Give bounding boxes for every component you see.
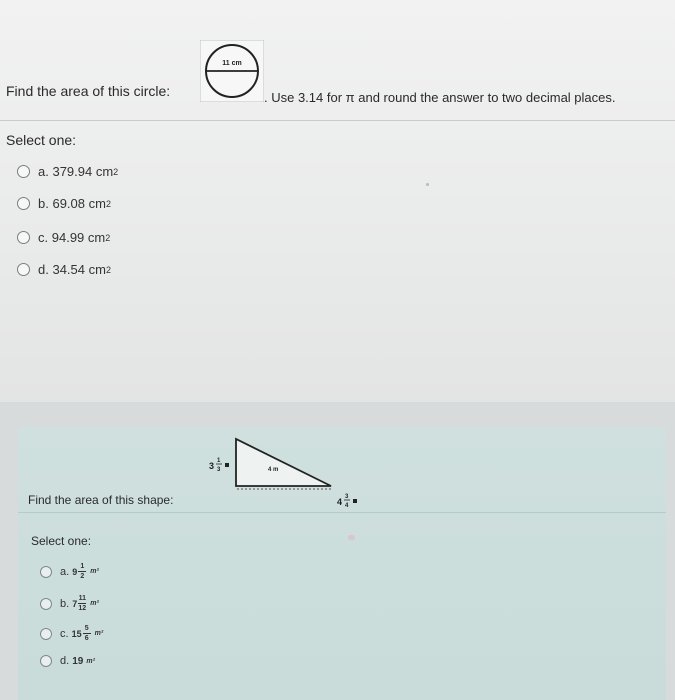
q1-option-d[interactable] [17, 262, 111, 277]
option-fraction: $\frac{5}{6}$ [83, 625, 91, 642]
triangle-figure [206, 431, 381, 517]
option-letter: b. [38, 196, 49, 211]
option-text: 379.94 cm [52, 164, 114, 179]
option-value: 19 [72, 655, 84, 667]
triangle-height-denominator: 3 [217, 467, 221, 473]
option-unit: m² [90, 600, 99, 607]
option-fraction: $\frac{1}{2}$ [78, 563, 86, 580]
option-letter: a. [38, 164, 49, 179]
option-whole-number: 9 [72, 566, 78, 577]
q2-option-c[interactable] [40, 625, 103, 642]
option-text: 94.99 cm [51, 230, 106, 245]
option-letter: c. [60, 627, 69, 640]
triangle-height-numerator: 1 [217, 458, 221, 464]
option-letter: d. [60, 655, 70, 667]
circle-figure [200, 40, 264, 102]
option-superscript: 2 [113, 166, 119, 177]
radio-button[interactable] [40, 566, 52, 578]
radio-button[interactable] [40, 598, 52, 610]
option-letter: b. [60, 597, 70, 610]
option-letter: c. [38, 230, 49, 245]
screen-smudge [348, 535, 355, 540]
triangle-base-numerator: 3 [345, 494, 349, 500]
question-2-prompt: Find the area of this shape: [28, 493, 174, 507]
question-2-divider [18, 512, 666, 513]
question-2-panel [18, 427, 666, 700]
triangle-base-denominator: 4 [345, 503, 349, 509]
option-text: 69.08 cm [52, 196, 106, 211]
q2-option-a[interactable] [40, 563, 99, 580]
q1-option-c[interactable] [17, 230, 110, 245]
q2-option-d[interactable] [40, 655, 95, 667]
screen-speck [426, 183, 429, 186]
option-superscript: 2 [105, 232, 111, 243]
option-unit: m² [86, 657, 95, 665]
radio-button[interactable] [17, 231, 30, 244]
option-text: 34.54 cm [52, 262, 106, 277]
option-whole-number: 7 [72, 598, 78, 609]
radio-button[interactable] [17, 165, 30, 178]
circle-diameter-label: 11 cm [222, 60, 242, 67]
option-whole-number: 15 [71, 628, 82, 639]
option-letter: d. [38, 262, 49, 277]
option-fraction: $\frac{11}{12}$ [78, 595, 87, 612]
radio-button[interactable] [40, 655, 52, 667]
question-2-select-one: Select one: [31, 534, 92, 548]
question-1-hint: . Use 3.14 for π and round the answer to two decimal places. [264, 90, 616, 105]
question-1-select-one: Select one: [6, 132, 77, 148]
radio-button[interactable] [17, 263, 30, 276]
triangle-height-whole: 3 [209, 461, 215, 471]
option-unit: m² [90, 568, 99, 575]
radio-button[interactable] [17, 197, 30, 210]
triangle-base-whole: 4 [337, 497, 343, 507]
option-letter: a. [60, 565, 70, 578]
question-1-divider [0, 120, 675, 121]
option-superscript: 2 [105, 198, 111, 209]
option-superscript: 2 [105, 264, 111, 275]
q1-option-b[interactable] [17, 196, 111, 211]
radio-button[interactable] [40, 628, 52, 640]
q2-option-b[interactable] [40, 595, 99, 612]
option-unit: m² [94, 630, 104, 637]
q1-option-a[interactable] [17, 164, 118, 179]
triangle-hypotenuse-label: 4 m [268, 467, 279, 473]
question-1-prompt: Find the area of this circle: [6, 83, 171, 99]
